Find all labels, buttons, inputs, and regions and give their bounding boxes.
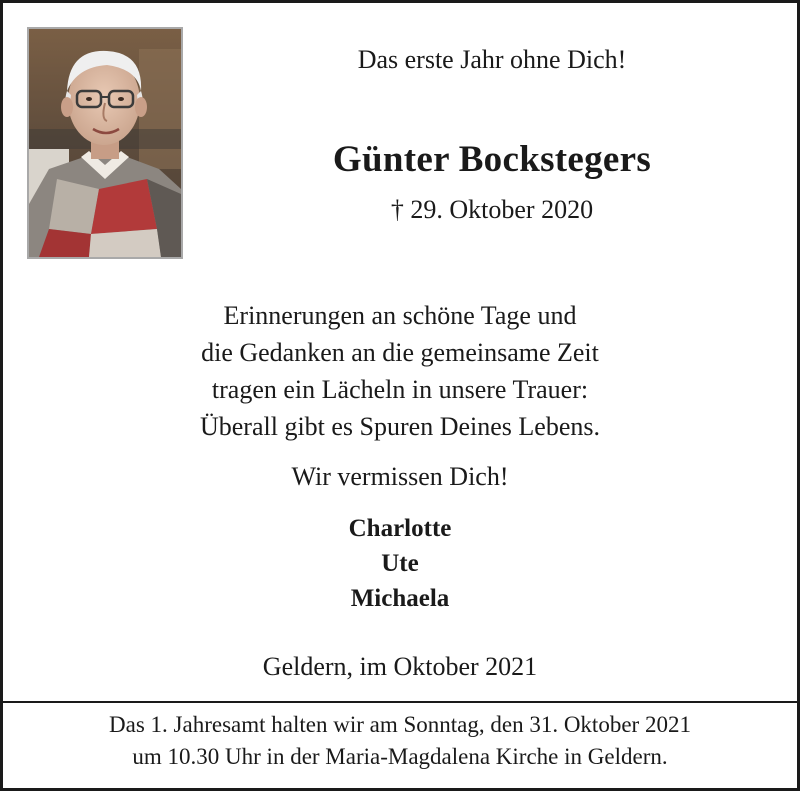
mourner-name: Charlotte — [348, 515, 452, 542]
service-notice — [0, 709, 800, 773]
deceased-name: Günter Bockstegers — [332, 139, 652, 180]
poem-line: Überall gibt es Spuren Deines Lebens. — [199, 412, 600, 441]
notice-line: um 10.30 Uhr in der Maria-Magdalena Kirche in Geldern. — [132, 744, 668, 769]
notice-divider — [0, 701, 800, 703]
poem-line: die Gedanken an die gemeinsame Zeit — [201, 338, 599, 367]
death-date: † 29. Oktober 2020 — [390, 195, 594, 224]
memorial-poem — [0, 297, 800, 445]
mourner-names — [0, 511, 800, 616]
notice-line: Das 1. Jahresamt halten wir am Sonntag, den 31. Oktober 2021 — [109, 712, 691, 737]
portrait-photo-icon — [29, 29, 181, 257]
portrait-photo — [27, 27, 183, 259]
poem-line: tragen ein Lächeln in unsere Trauer: — [211, 375, 589, 404]
mourner-name: Ute — [381, 550, 419, 577]
place-and-date: Geldern, im Oktober 2021 — [262, 652, 538, 681]
miss-line: Wir vermissen Dich! — [291, 462, 509, 491]
headline: Das erste Jahr ohne Dich! — [357, 45, 627, 74]
poem-line: Erinnerungen an schöne Tage und — [223, 301, 577, 330]
mourner-name: Michaela — [350, 585, 450, 612]
